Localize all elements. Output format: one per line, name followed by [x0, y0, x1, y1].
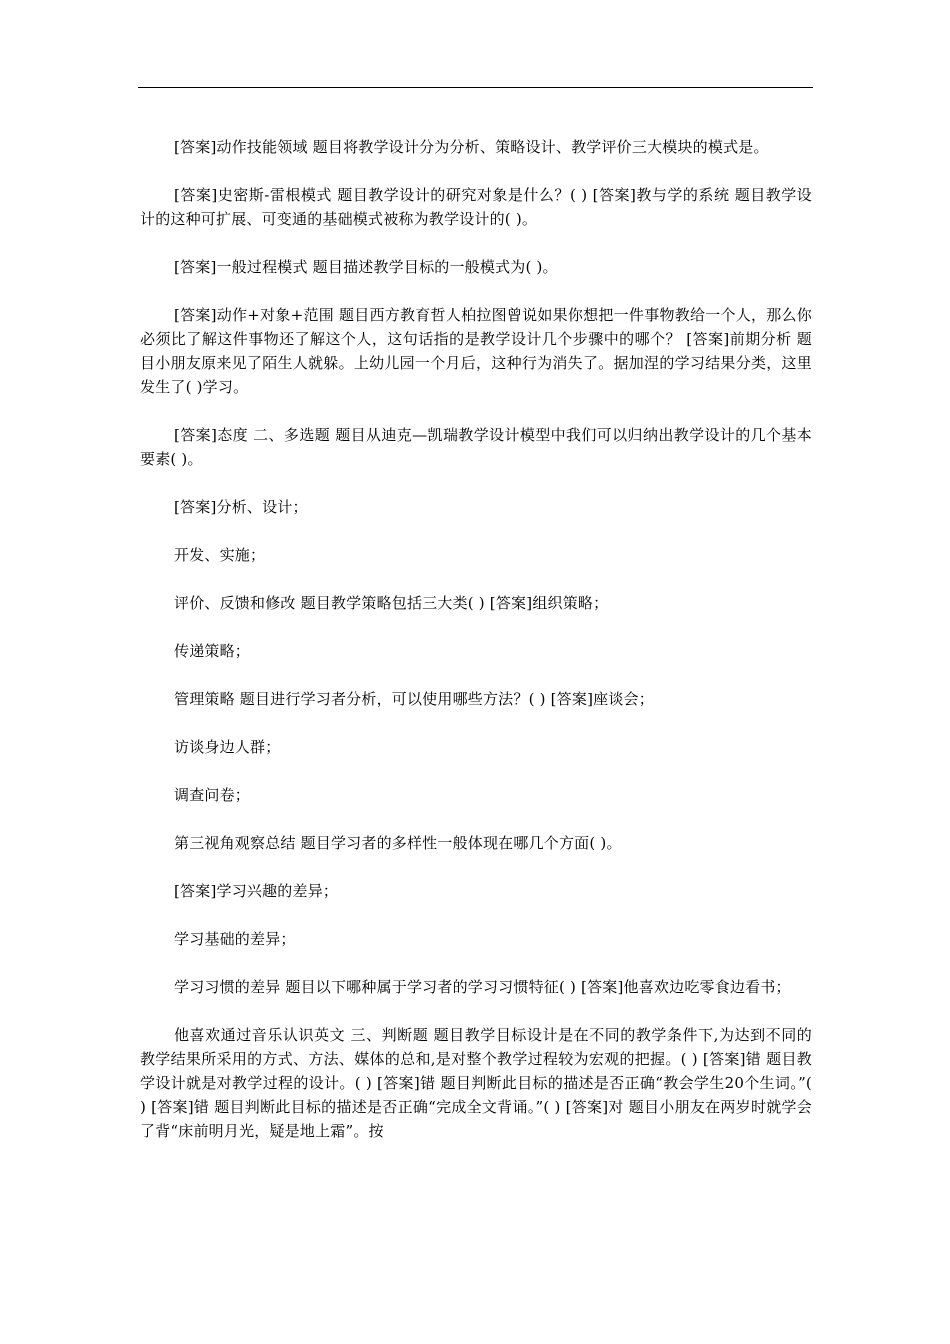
paragraph: 访谈身边人群； [174, 738, 281, 756]
paragraph: 学习基础的差异； [174, 930, 296, 948]
document-body [140, 135, 812, 1167]
paragraph: [答案]态度 二、多选题 题目从迪克—凯瑞教学设计模型中我们可以归纳出教学设计的几个基本要素( )。 [140, 426, 812, 468]
paragraph: 评价、反馈和修改 题目教学策略包括三大类( ) [答案]组织策略； [174, 594, 609, 612]
paragraph: [答案]史密斯-雷根模式 题目教学设计的研究对象是什么？( ) [答案]教与学的系统 题目教学设计的这种可扩展、可变通的基础模式被称为教学设计的( )。 [140, 186, 812, 228]
paragraph: 传递策略； [174, 642, 251, 660]
paragraph: [答案]动作技能领域 题目将教学设计分为分析、策略设计、教学评价三大模块的模式是。 [174, 138, 769, 156]
paragraph: 他喜欢通过音乐认识英文 三、判断题 题目教学目标设计是在不同的教学条件下,为达到不同的教学结果所采用的方式、方法、媒体的总和,是对整个教学过程较为宏观的把握。( ) [答案]错 题目教学设计就是对教学过程的设计。( ) [答案]错 题目判断此目标的描述是否正确“教会学生20个生词。”( ) [答案]错 题目判断此目标的描述是否正确“完成全文背诵。”( ) [答案]对 题目小朋友在两岁时就学会了背“床前明月光，疑是地上霜”。按 [140, 1026, 812, 1140]
paragraph: 第三视角观察总结 题目学习者的多样性一般体现在哪几个方面( )。 [174, 834, 622, 852]
paragraph: [答案]动作+对象+范围 题目西方教育哲人柏拉图曾说如果你想把一件事物教给一个人，那么你必须比了解这件事物还了解这个人，这句话指的是教学设计几个步骤中的哪个？ [答案]前期分析 题目小朋友原来见了陌生人就躲。上幼儿园一个月后，这种行为消失了。据加涅的学习结果分类，这里发生了( )学习。 [140, 306, 812, 396]
paragraph: 管理策略 题目进行学习者分析，可以使用哪些方法？( ) [答案]座谈会； [174, 690, 654, 708]
paragraph: 调查问卷； [174, 786, 251, 804]
paragraph: [答案]一般过程模式 题目描述教学目标的一般模式为( )。 [174, 258, 558, 276]
paragraph: [答案]学习兴趣的差异； [174, 882, 339, 900]
paragraph: [答案]分析、设计； [174, 498, 308, 516]
header-rule [138, 87, 813, 88]
paragraph: 开发、实施； [174, 546, 266, 564]
paragraph: 学习习惯的差异 题目以下哪种属于学习者的学习习惯特征( ) [答案]他喜欢边吃零食边看书； [174, 978, 791, 996]
